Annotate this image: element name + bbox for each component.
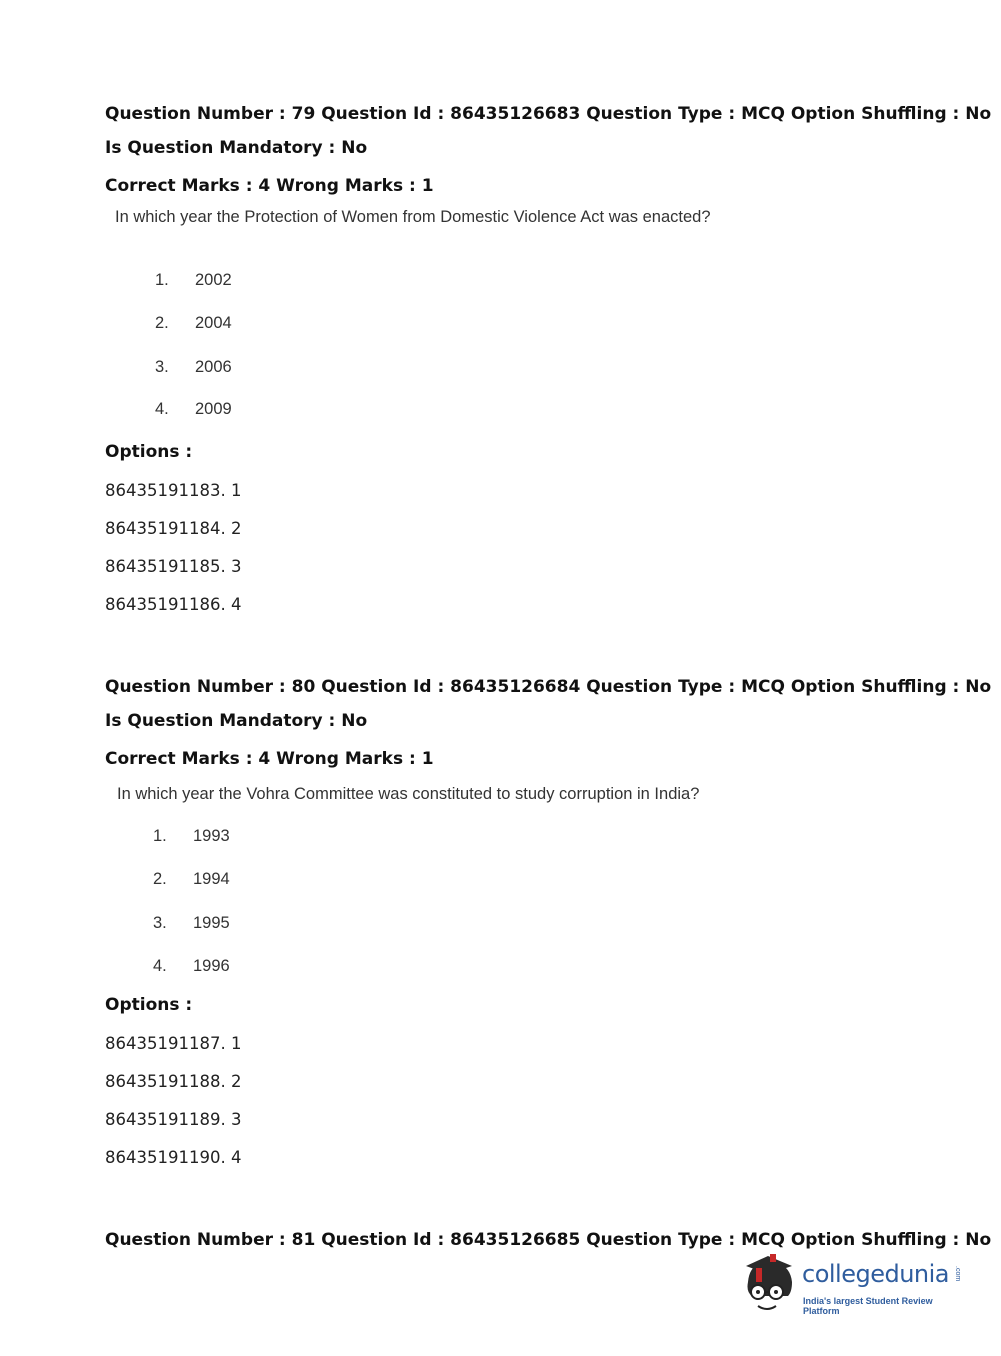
logo-wordmark: collegedunia bbox=[802, 1260, 950, 1288]
question-79-option-id: 86435191186. 4 bbox=[105, 595, 242, 614]
choice-number: 3. bbox=[153, 914, 167, 932]
logo-suffix: .com bbox=[954, 1266, 961, 1282]
choice-number: 2. bbox=[155, 314, 169, 332]
question-79-choice bbox=[155, 314, 232, 333]
question-80-option-id: 86435191188. 2 bbox=[105, 1072, 242, 1091]
choice-value: 2002 bbox=[195, 271, 232, 289]
question-80-choice bbox=[153, 827, 230, 846]
question-80-text: In which year the Vohra Committee was constituted to study corruption in India? bbox=[117, 785, 700, 803]
choice-number: 3. bbox=[155, 358, 169, 376]
choice-number: 4. bbox=[153, 957, 167, 975]
mascot-icon bbox=[740, 1252, 800, 1318]
choice-number: 2. bbox=[153, 870, 167, 888]
question-79-text: In which year the Protection of Women from Domestic Violence Act was enacted? bbox=[115, 208, 711, 226]
question-80-option-id: 86435191189. 3 bbox=[105, 1110, 242, 1129]
question-80-option-id: 86435191187. 1 bbox=[105, 1034, 242, 1053]
question-79-marks: Correct Marks : 4 Wrong Marks : 1 bbox=[105, 176, 434, 196]
question-80-choice bbox=[153, 957, 230, 976]
question-80-mandatory: Is Question Mandatory : No bbox=[105, 711, 368, 731]
question-80-choice bbox=[153, 870, 230, 889]
question-79-choice bbox=[155, 358, 232, 377]
choice-value: 2006 bbox=[195, 358, 232, 376]
question-80-header: Question Number : 80 Question Id : 86435126684 Question Type : MCQ Option Shuffling : No bbox=[105, 677, 992, 697]
choice-value: 1995 bbox=[193, 914, 230, 932]
question-80-option-id: 86435191190. 4 bbox=[105, 1148, 242, 1167]
choice-number: 1. bbox=[153, 827, 167, 845]
question-79-choice bbox=[155, 400, 232, 419]
choice-value: 1994 bbox=[193, 870, 230, 888]
collegedunia-logo bbox=[740, 1252, 970, 1318]
question-79-option-id: 86435191185. 3 bbox=[105, 557, 242, 576]
choice-value: 1996 bbox=[193, 957, 230, 975]
choice-value: 1993 bbox=[193, 827, 230, 845]
logo-tagline: India's largest Student Review Platform bbox=[803, 1296, 933, 1316]
choice-value: 2004 bbox=[195, 314, 232, 332]
question-80-choice bbox=[153, 914, 230, 933]
question-79-header: Question Number : 79 Question Id : 86435126683 Question Type : MCQ Option Shuffling : No bbox=[105, 104, 992, 124]
question-79-choice bbox=[155, 271, 232, 290]
question-80-marks: Correct Marks : 4 Wrong Marks : 1 bbox=[105, 749, 434, 769]
choice-value: 2009 bbox=[195, 400, 232, 418]
choice-number: 4. bbox=[155, 400, 169, 418]
question-80-options-label: Options : bbox=[105, 995, 193, 1015]
question-79-option-id: 86435191183. 1 bbox=[105, 481, 242, 500]
question-79-options-label: Options : bbox=[105, 442, 193, 462]
choice-number: 1. bbox=[155, 271, 169, 289]
question-81-header: Question Number : 81 Question Id : 86435126685 Question Type : MCQ Option Shuffling : No bbox=[105, 1230, 992, 1250]
question-79-mandatory: Is Question Mandatory : No bbox=[105, 138, 368, 158]
question-79-option-id: 86435191184. 2 bbox=[105, 519, 242, 538]
